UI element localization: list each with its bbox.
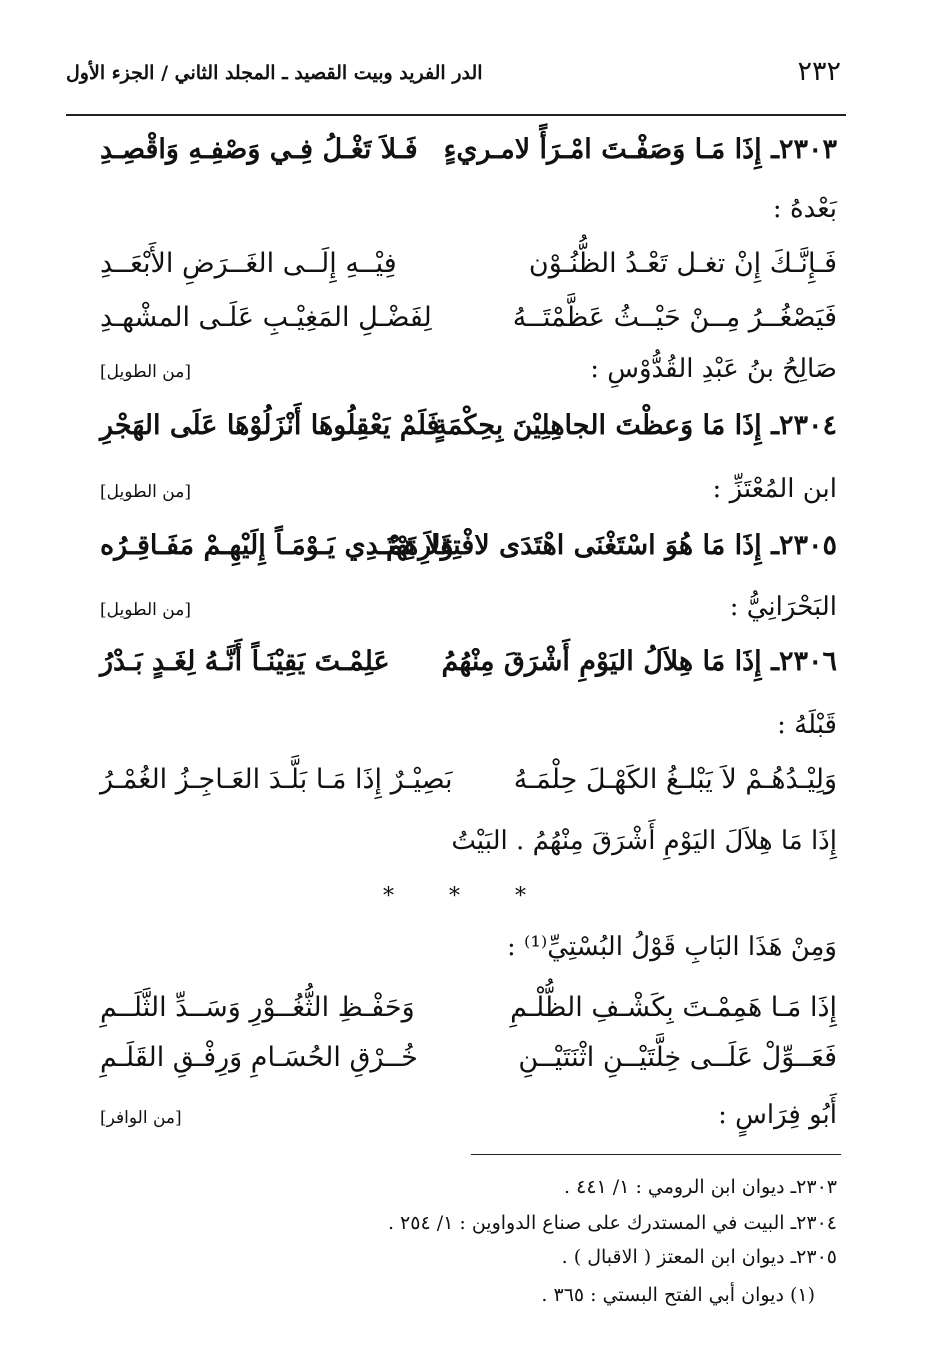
verse-2303-first-hemistich: ٢٣٠٣ـ إِذَا مَـا وَصَفْـتَ امْـرَأً لامـريءٍ	[443, 134, 837, 165]
footnote-2305: ٢٣٠٥ـ ديوان ابن المعتز ( الاقبال ) .	[561, 1246, 837, 1268]
page-number: ٢٣٢	[797, 56, 841, 87]
verse-2303-second-hemistich: فَـلاَ تَغْـلُ فِـي وَصْفِـهِ وَاقْصِـدِ	[100, 134, 418, 165]
verse-first-hemistich: وَلِيْـدُهُـمْ لاَ يَبْلـغُ الكَهْـلَ حِلْمَـهُ	[513, 764, 837, 795]
meter-label: [من الطويل]	[100, 600, 191, 620]
poet-attribution: أَبُو فِرَاسٍ :	[718, 1100, 837, 1130]
footnote-2303: ٢٣٠٣ـ ديوان ابن الرومي : ١/ ٤٤١ .	[564, 1176, 837, 1198]
verse-first-hemistich: فَعَــوِّلْ عَلَــى خِلَّتَيْــنِ اثْنَتَيْــنِ	[518, 1042, 837, 1073]
running-title: الدر الفريد وبيت القصيد ـ المجلد الثاني / الجزء الأول	[66, 62, 483, 84]
verse-2304-second-hemistich: فَلَمْ يَعْقِلُوهَا أَنْزَلُوْهَا عَلَى الهَجْرِ	[100, 410, 440, 441]
verse-reference-line: إِذَا مَا هِلاَلَ اليَوْمِ أَشْرَقَ مِنْهُمُ . البَيْتُ	[451, 826, 837, 856]
verse-2306-second-hemistich: عَلِمْـتَ يَقِيْنَـاً أَنَّـهُ لِغَـدٍ بَـدْرُ	[100, 646, 390, 677]
meter-label: [من الوافر]	[100, 1108, 182, 1128]
intro-before-2306: قَبْلَهُ :	[777, 710, 837, 740]
meter-label: [من الطويل]	[100, 482, 191, 502]
verse-second-hemistich: فِيْــهِ إِلَــى الغَــرَضِ الأَبْعَــدِ	[100, 248, 397, 279]
verse-first-hemistich: فَـإِنَّـكَ إِنْ تغـل تَعْـدُ الظُّنُـوْن	[528, 248, 837, 279]
verse-2304-first-hemistich: ٢٣٠٤ـ إِذَا مَا وَعظْتَ الجاهِلِيْنَ بِحِكْمَةٍ	[433, 410, 837, 441]
verse-first-hemistich: إِذَا مَـا هَمِمْـتَ بِكَشْـفِ الظُّلْـمِ	[510, 992, 837, 1023]
footnote-rule	[471, 1154, 841, 1155]
intro-busti: وَمِنْ هَذَا البَابِ قَوْلُ البُسْتِيِّ⁽¹⁾ :	[506, 932, 837, 962]
verse-2305-first-hemistich: ٢٣٠٥ـ إِذَا مَا هُوَ اسْتَغْنَى اهْتَدَى لافْتِقَارِهِمْ	[386, 530, 837, 561]
section-divider-stars: * * *	[383, 884, 550, 909]
verse-2306-first-hemistich: ٢٣٠٦ـ إِذَا مَا هِلاَلُ اليَوْمِ أَشْرَقَ مِنْهُمُ	[441, 646, 837, 677]
header-rule	[66, 114, 846, 116]
meter-label: [من الطويل]	[100, 362, 191, 382]
intro-after-2303: بَعْدهُ :	[772, 194, 837, 224]
footnote-1: (١) ديوان أبي الفتح البستي : ٣٦٥ .	[541, 1284, 815, 1306]
poet-attribution: البَحْرَانِيُّ :	[729, 592, 837, 622]
verse-second-hemistich: خُــرْقِ الحُسَـامِ وَرِفْـقِ القَلَـمِ	[100, 1042, 418, 1073]
verse-first-hemistich: فَيَصْغُــرُ مِــنْ حَيْــثُ عَظَّمْتَــهُ	[512, 302, 837, 333]
verse-2305-second-hemistich: وَلاَ تَهْتَـدِي يَـوْمَـاً إِلَيْهِـمْ مَفَـاقِـرُه	[100, 530, 454, 561]
verse-second-hemistich: وَحَفْـظِ الثُّغُــوْرِ وَسَــدِّ الثَّلَــمِ	[100, 992, 415, 1023]
verse-second-hemistich: بَصِيْـرٌ إِذَا مَـا بَلَّـدَ العَـاجِـزُ الغُمْـرُ	[100, 764, 453, 795]
verse-second-hemistich: لِفَضْـلِ المَغِيْـبِ عَلَـى المشْهـدِ	[100, 302, 432, 333]
poet-attribution: صَالِحُ بنُ عَبْدِ القُدُّوْسِ :	[590, 354, 837, 384]
footnote-2304: ٢٣٠٤ـ البيت في المستدرك على صناع الدواوين : ١/ ٢٥٤ .	[387, 1212, 837, 1234]
poet-attribution: ابن المُعْتَزِّ :	[712, 474, 837, 504]
